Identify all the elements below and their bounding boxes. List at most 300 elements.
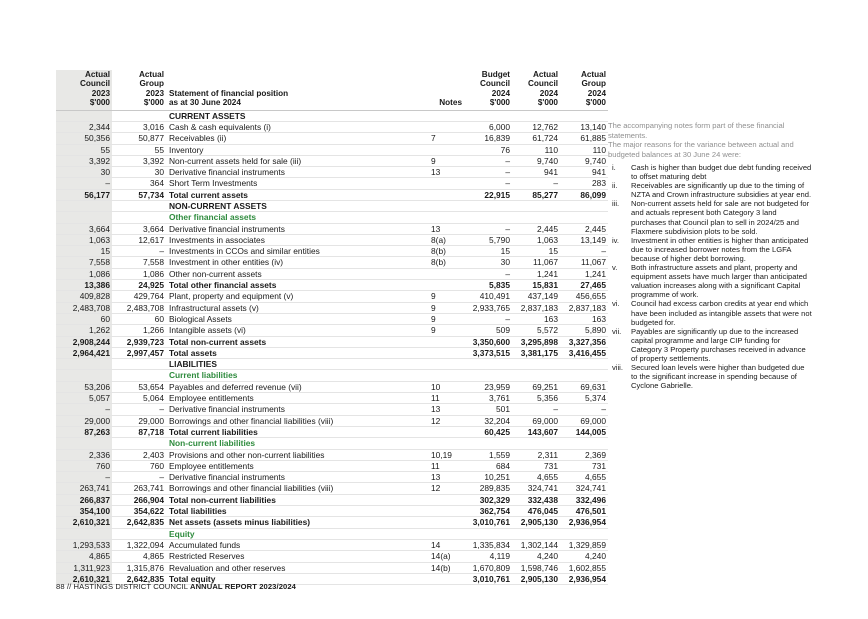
cell-description: Derivative financial instruments [166,223,428,234]
cell-note [428,268,464,279]
cell-budget-council-2024: 15 [464,246,512,257]
cell-actual-council-2023: 55 [56,144,112,155]
table-header [56,70,608,110]
cell-description: Investments in CCOs and similar entities [166,246,428,257]
reason-number: ii. [612,181,618,191]
cell-budget-council-2024: 10,251 [464,472,512,483]
cell-budget-council-2024: 1,670,809 [464,562,512,573]
total-row [56,347,608,358]
cell-description: Revaluation and other reserves [166,562,428,573]
cell-actual-council-2024: 12,762 [512,121,560,132]
cell-actual-group-2024: 144,005 [560,426,608,437]
cell-description: Inventory [166,144,428,155]
cell-budget-council-2024 [464,370,512,381]
cell-note: 9 [428,325,464,336]
table-row [56,460,608,471]
cell-actual-group-2023: 2,403 [112,449,166,460]
cell-note [428,121,464,132]
cell-actual-group-2024: 2,936,954 [560,517,608,528]
table-row [56,144,608,155]
cell-note [428,528,464,539]
cell-actual-group-2023: 263,741 [112,483,166,494]
cell-description: Payables and deferred revenue (vii) [166,381,428,392]
cell-budget-council-2024: 3,010,761 [464,573,512,584]
cell-actual-council-2024: 163 [512,313,560,324]
cell-actual-council-2024: 4,240 [512,551,560,562]
cell-actual-group-2023: 29,000 [112,415,166,426]
cell-actual-council-2024: 5,572 [512,325,560,336]
table-row [56,313,608,324]
cell-actual-council-2024: 941 [512,167,560,178]
cell-description: Equity [166,528,428,539]
cell-actual-council-2023: 50,356 [56,133,112,144]
table-row [56,302,608,313]
cell-note [428,494,464,505]
cell-note: 12 [428,483,464,494]
reason-number: viii. [612,363,623,373]
cell-actual-group-2024: 86,099 [560,189,608,200]
cell-actual-council-2023: 2,336 [56,449,112,460]
cell-budget-council-2024: 1,559 [464,449,512,460]
cell-actual-group-2023: 55 [112,144,166,155]
cell-actual-council-2024: 2,445 [512,223,560,234]
cell-actual-council-2023: 1,262 [56,325,112,336]
cell-actual-council-2023: 2,908,244 [56,336,112,347]
variance-reason-item [612,163,812,181]
cell-description: Biological Assets [166,313,428,324]
cell-note [428,336,464,347]
cell-actual-council-2023: 3,392 [56,155,112,166]
cell-actual-group-2024: 13,140 [560,121,608,132]
cell-note [428,359,464,370]
page-footer [56,582,296,591]
cell-actual-group-2024: 731 [560,460,608,471]
cell-actual-group-2023: 3,016 [112,121,166,132]
cell-note: 10 [428,381,464,392]
cell-actual-group-2023: – [112,472,166,483]
cell-note [428,506,464,517]
cell-actual-council-2023: 354,100 [56,506,112,517]
cell-actual-council-2024: 2,905,130 [512,517,560,528]
cell-note: 8(b) [428,246,464,257]
cell-description: Non-current liabilities [166,438,428,449]
cell-actual-council-2024 [512,528,560,539]
cell-actual-council-2023: 409,828 [56,291,112,302]
cell-actual-group-2024 [560,110,608,121]
cell-description: Total current assets [166,189,428,200]
cell-note: 12 [428,415,464,426]
cell-actual-council-2023 [56,370,112,381]
cell-actual-council-2023: 30 [56,167,112,178]
cell-actual-group-2024 [560,359,608,370]
cell-budget-council-2024: 289,835 [464,483,512,494]
cell-actual-council-2023 [56,528,112,539]
cell-actual-council-2023: 2,483,708 [56,302,112,313]
cell-actual-group-2024: 9,740 [560,155,608,166]
table-row [56,155,608,166]
cell-actual-group-2023: 3,664 [112,223,166,234]
cell-budget-council-2024: 5,790 [464,234,512,245]
cell-actual-group-2023: 1,322,094 [112,539,166,550]
cell-note: 14 [428,539,464,550]
cell-actual-group-2024: 5,890 [560,325,608,336]
cell-note: 11 [428,393,464,404]
cell-actual-group-2023: 57,734 [112,189,166,200]
cell-description: Employee entitlements [166,460,428,471]
subsection-heading-row [56,370,608,381]
table-row [56,121,608,132]
cell-budget-council-2024: 30 [464,257,512,268]
cell-budget-council-2024: 76 [464,144,512,155]
cell-description: Other financial assets [166,212,428,223]
side-note-accompanying: The accompanying notes form part of these financial statements. [608,121,785,140]
cell-actual-group-2024: 324,741 [560,483,608,494]
cell-budget-council-2024: 22,915 [464,189,512,200]
header-notes: Notes [428,70,464,110]
table-row [56,393,608,404]
cell-actual-council-2024: 69,000 [512,415,560,426]
cell-actual-group-2024 [560,528,608,539]
cell-actual-council-2023: 53,206 [56,381,112,392]
cell-actual-council-2024: 3,381,175 [512,347,560,358]
cell-budget-council-2024: 3,010,761 [464,517,512,528]
cell-note [428,189,464,200]
cell-actual-council-2024: 85,277 [512,189,560,200]
cell-actual-group-2023: 1,266 [112,325,166,336]
cell-actual-group-2024: 2,445 [560,223,608,234]
header-statement-title: Statement of financial position as at 30 June 2024 [166,70,428,110]
cell-actual-group-2023: 24,925 [112,280,166,291]
cell-actual-group-2024: 69,631 [560,381,608,392]
cell-note: 9 [428,155,464,166]
reason-number: i. [612,163,616,172]
cell-description: Intangible assets (vi) [166,325,428,336]
cell-actual-council-2023: 1,086 [56,268,112,279]
cell-actual-group-2024 [560,370,608,381]
cell-actual-group-2024: 4,240 [560,551,608,562]
cell-budget-council-2024: 509 [464,325,512,336]
cell-actual-council-2024 [512,201,560,212]
cell-budget-council-2024: – [464,167,512,178]
cell-actual-group-2023: 60 [112,313,166,324]
cell-description: Receivables (ii) [166,133,428,144]
cell-actual-council-2024: – [512,178,560,189]
cell-actual-council-2024: 69,251 [512,381,560,392]
cell-actual-group-2023: – [112,404,166,415]
cell-budget-council-2024: 362,754 [464,506,512,517]
variance-reason-item [612,199,812,235]
variance-reasons-list [612,163,812,390]
cell-actual-group-2023: 87,718 [112,426,166,437]
cell-actual-council-2023: 29,000 [56,415,112,426]
cell-description: Current liabilities [166,370,428,381]
cell-description: Derivative financial instruments [166,472,428,483]
cell-description: Non-current assets held for sale (iii) [166,155,428,166]
reason-text: Investment in other entities is higher than anticipated due to increased borrower notes from the LGFA because of higher debt borrowing. [631,235,809,263]
cell-budget-council-2024 [464,528,512,539]
cell-actual-council-2023: 2,344 [56,121,112,132]
variance-reason-item [612,263,812,299]
total-row [56,336,608,347]
financial-position-table-container [56,70,608,585]
cell-actual-group-2023: 2,483,708 [112,302,166,313]
cell-actual-group-2024 [560,212,608,223]
cell-actual-group-2023: – [112,246,166,257]
cell-actual-council-2024: 731 [512,460,560,471]
cell-actual-group-2023: 2,642,835 [112,573,166,584]
cell-actual-group-2023 [112,438,166,449]
cell-actual-council-2023: 266,837 [56,494,112,505]
cell-actual-group-2023: 266,904 [112,494,166,505]
cell-note [428,347,464,358]
table-row [56,133,608,144]
cell-actual-group-2024: 11,067 [560,257,608,268]
cell-actual-group-2024: 163 [560,313,608,324]
cell-budget-council-2024 [464,438,512,449]
cell-actual-council-2023: 4,865 [56,551,112,562]
table-row [56,472,608,483]
reason-text: Cash is higher than budget due debt funding received to offset maturing debt [631,163,812,182]
cell-description: Provisions and other non-current liabilities [166,449,428,460]
cell-description: Infrastructural assets (v) [166,302,428,313]
cell-budget-council-2024: 6,000 [464,121,512,132]
cell-actual-group-2023 [112,110,166,121]
cell-actual-group-2024: – [560,246,608,257]
cell-actual-group-2024: 4,655 [560,472,608,483]
cell-actual-council-2024 [512,370,560,381]
table-row [56,415,608,426]
cell-description: Cash & cash equivalents (i) [166,121,428,132]
table-row [56,551,608,562]
cell-description: Employee entitlements [166,393,428,404]
cell-actual-group-2024: 5,374 [560,393,608,404]
cell-actual-group-2023 [112,370,166,381]
table-row [56,234,608,245]
cell-actual-group-2024: 1,241 [560,268,608,279]
cell-actual-group-2024: 456,655 [560,291,608,302]
cell-description: Short Term Investments [166,178,428,189]
subsection-heading-row [56,528,608,539]
cell-actual-group-2024: 110 [560,144,608,155]
header-budget-council-2024: Budget Council 2024 $'000 [464,70,512,110]
subsection-heading-row [56,438,608,449]
cell-actual-group-2024 [560,201,608,212]
cell-actual-group-2024: 3,416,455 [560,347,608,358]
total-row [56,426,608,437]
cell-actual-group-2023: 12,617 [112,234,166,245]
table-row [56,404,608,415]
cell-note: 11 [428,460,464,471]
cell-actual-council-2023: 2,610,321 [56,517,112,528]
cell-note: 14(b) [428,562,464,573]
cell-actual-council-2023: – [56,472,112,483]
table-row [56,483,608,494]
cell-actual-council-2023: 1,311,923 [56,562,112,573]
cell-actual-group-2023: 2,939,723 [112,336,166,347]
cell-actual-group-2024: 2,936,954 [560,573,608,584]
cell-description: Total assets [166,347,428,358]
cell-actual-council-2024: 3,295,898 [512,336,560,347]
cell-actual-council-2024: 2,837,183 [512,302,560,313]
cell-description: Plant, property and equipment (v) [166,291,428,302]
table-row [56,539,608,550]
reason-number: v. [612,263,618,273]
cell-note: 13 [428,472,464,483]
cell-actual-council-2023: 5,057 [56,393,112,404]
reason-number: iv. [612,235,620,245]
reason-text: Payables are significantly up due to the increased capital programme and large CIP funding for Category 3 Property purchases received in advance of property settlements. [631,326,806,363]
cell-description: NON-CURRENT ASSETS [166,201,428,212]
cell-budget-council-2024: – [464,223,512,234]
cell-actual-council-2024 [512,359,560,370]
cell-budget-council-2024: – [464,268,512,279]
cell-actual-council-2024: – [512,404,560,415]
cell-description: Investment in other entities (iv) [166,257,428,268]
cell-actual-group-2023: 7,558 [112,257,166,268]
cell-budget-council-2024: 32,204 [464,415,512,426]
table-row [56,268,608,279]
table-body [56,110,608,584]
table-row [56,562,608,573]
cell-budget-council-2024 [464,201,512,212]
cell-actual-group-2023: 53,654 [112,381,166,392]
cell-actual-group-2024: 1,329,859 [560,539,608,550]
total-row [56,280,608,291]
cell-budget-council-2024: 23,959 [464,381,512,392]
cell-actual-group-2023: 1,315,876 [112,562,166,573]
cell-note: 8(a) [428,234,464,245]
cell-actual-council-2024: 15,831 [512,280,560,291]
cell-note [428,370,464,381]
cell-budget-council-2024: – [464,313,512,324]
total-row [56,189,608,200]
table-row [56,381,608,392]
footer-page-label: 88 // HASTINGS DISTRICT COUNCIL [56,582,191,591]
cell-actual-group-2023: 1,086 [112,268,166,279]
cell-actual-group-2024: 3,327,356 [560,336,608,347]
cell-note [428,573,464,584]
cell-actual-council-2024: 2,311 [512,449,560,460]
table-row [56,291,608,302]
cell-actual-council-2023: 1,293,533 [56,539,112,550]
cell-description: Restricted Reserves [166,551,428,562]
cell-actual-council-2023: 13,386 [56,280,112,291]
reason-text: Council had excess carbon credits at year end which have been included as intangible assets that were not budgeted for. [631,299,812,327]
cell-actual-council-2024: 324,741 [512,483,560,494]
subsection-heading-row [56,212,608,223]
cell-description: Accumulated funds [166,539,428,550]
cell-actual-council-2023: 7,558 [56,257,112,268]
cell-budget-council-2024 [464,359,512,370]
cell-budget-council-2024: – [464,155,512,166]
cell-description: Investments in associates [166,234,428,245]
table-row [56,257,608,268]
cell-budget-council-2024: 3,373,515 [464,347,512,358]
cell-budget-council-2024: 410,491 [464,291,512,302]
cell-actual-council-2023: 2,610,321 [56,573,112,584]
side-note-variance-intro: The major reasons for the variance between actual and budgeted balances at 30 June 24 were: [608,140,794,159]
cell-actual-group-2023: 760 [112,460,166,471]
cell-actual-group-2023 [112,201,166,212]
cell-actual-council-2024: 143,607 [512,426,560,437]
cell-actual-council-2023 [56,359,112,370]
cell-note [428,201,464,212]
cell-actual-group-2024: 283 [560,178,608,189]
cell-note: 7 [428,133,464,144]
cell-description: Borrowings and other financial liabilities (viii) [166,483,428,494]
cell-actual-council-2024: 2,905,130 [512,573,560,584]
cell-actual-council-2024: 15 [512,246,560,257]
cell-note: 8(b) [428,257,464,268]
cell-actual-council-2024 [512,212,560,223]
cell-note [428,178,464,189]
side-note [608,121,813,159]
cell-actual-council-2024: 5,356 [512,393,560,404]
cell-actual-council-2023: 60 [56,313,112,324]
section-heading-row [56,201,608,212]
cell-description: Derivative financial instruments [166,404,428,415]
cell-actual-council-2024: 4,655 [512,472,560,483]
cell-description: Borrowings and other financial liabilities (viii) [166,415,428,426]
cell-actual-council-2023 [56,110,112,121]
cell-actual-council-2023: 3,664 [56,223,112,234]
cell-actual-group-2024: 1,602,855 [560,562,608,573]
cell-description: Total non-current liabilities [166,494,428,505]
table-row [56,167,608,178]
variance-reason-item [612,363,812,390]
cell-note: 10,19 [428,449,464,460]
table-row [56,449,608,460]
cell-actual-group-2024: 13,149 [560,234,608,245]
table-row [56,223,608,234]
header-actual-council-2023: Actual Council 2023 $'000 [56,70,112,110]
reason-text: Receivables are significantly up due to the timing of NZTA and Crown infrastructure subsidies at year end. [631,181,812,200]
cell-actual-group-2023: 30 [112,167,166,178]
cell-actual-council-2023: – [56,178,112,189]
cell-note: 13 [428,223,464,234]
cell-budget-council-2024: 3,761 [464,393,512,404]
cell-description: CURRENT ASSETS [166,110,428,121]
cell-actual-group-2023 [112,359,166,370]
cell-note [428,110,464,121]
cell-actual-group-2024: 61,885 [560,133,608,144]
cell-budget-council-2024: 3,350,600 [464,336,512,347]
cell-actual-group-2023: 4,865 [112,551,166,562]
cell-description: Total non-current assets [166,336,428,347]
cell-actual-council-2024: 332,438 [512,494,560,505]
variance-reason-item [612,299,812,326]
cell-description: Total other financial assets [166,280,428,291]
cell-note [428,280,464,291]
table-row [56,325,608,336]
cell-actual-group-2023: 354,622 [112,506,166,517]
cell-actual-group-2023: 3,392 [112,155,166,166]
cell-actual-council-2023: 15 [56,246,112,257]
cell-note: 13 [428,404,464,415]
variance-reason-item [612,181,812,199]
cell-budget-council-2024: 16,839 [464,133,512,144]
cell-actual-group-2024: 2,369 [560,449,608,460]
section-heading-row [56,359,608,370]
cell-description: Net assets (assets minus liabilities) [166,517,428,528]
cell-note [428,212,464,223]
cell-actual-council-2024: 9,740 [512,155,560,166]
cell-actual-group-2024: 476,501 [560,506,608,517]
cell-budget-council-2024: 1,335,834 [464,539,512,550]
cell-actual-council-2024: 1,302,144 [512,539,560,550]
reason-number: vi. [612,299,620,309]
section-heading-row [56,110,608,121]
